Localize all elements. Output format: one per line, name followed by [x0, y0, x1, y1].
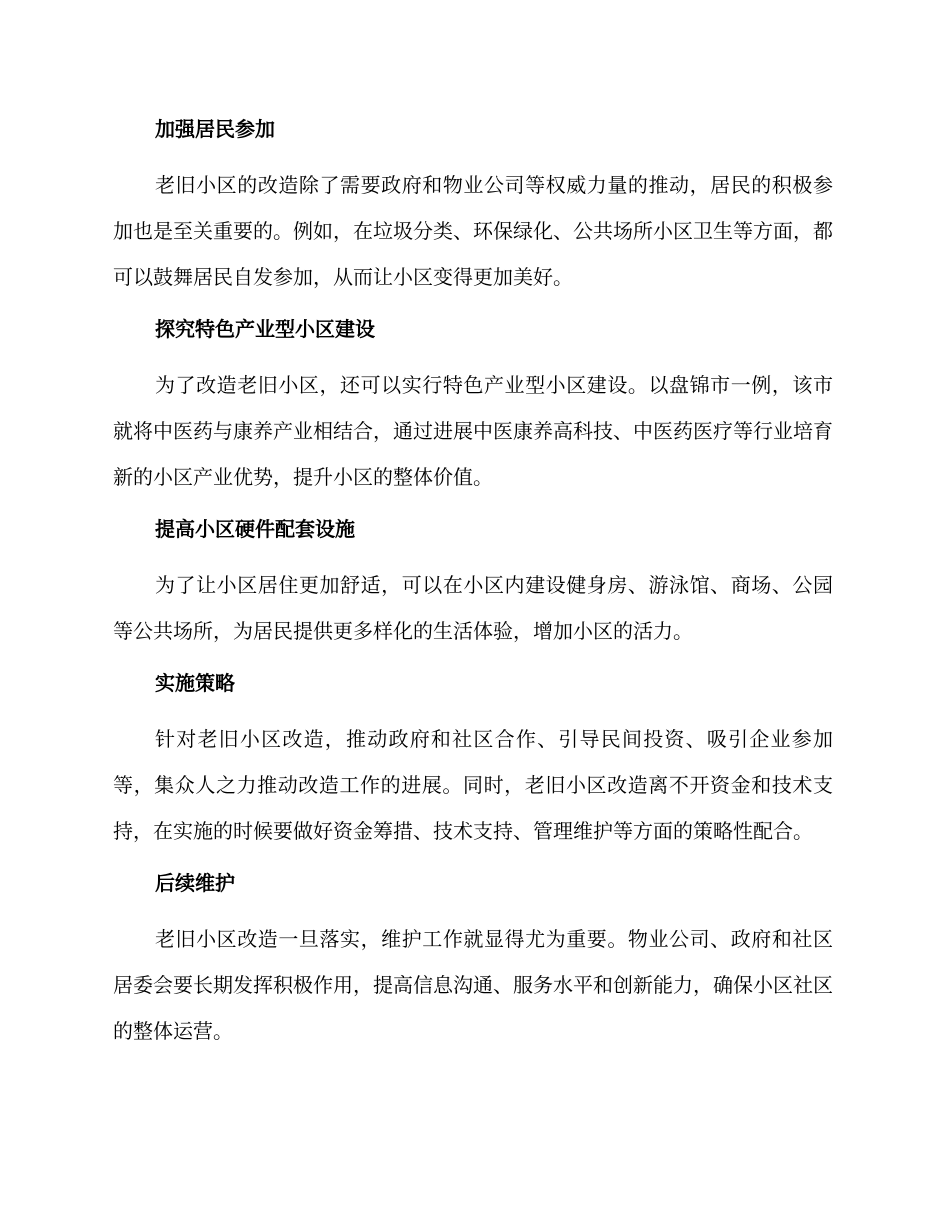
section-body-maintenance: 老旧小区改造一旦落实，维护工作就显得尤为重要。物业公司、政府和社区居委会要长期发挥积极作用，提高信息沟通、服务水平和创新能力，确保小区社区的整体运营。	[113, 927, 833, 1043]
document-content	[113, 112, 833, 1066]
section-heading-maintenance: 后续维护	[155, 871, 235, 895]
section-heading-industry-community: 探究特色产业型小区建设	[155, 317, 375, 341]
section-heading-facilities: 提高小区硬件配套设施	[155, 517, 355, 541]
section-body-resident-participation: 老旧小区的改造除了需要政府和物业公司等权威力量的推动，居民的积极参加也是至关重要的。例如，在垃圾分类、环保绿化、公共场所小区卫生等方面，都可以鼓舞居民自发参加，从而让小区变得更加美好。	[113, 173, 833, 289]
section-heading-resident-participation: 加强居民参加	[155, 117, 275, 141]
section-heading-strategy: 实施策略	[155, 671, 235, 695]
section-body-strategy: 针对老旧小区改造，推动政府和社区合作、引导民间投资、吸引企业参加等，集众人之力推动改造工作的进展。同时，老旧小区改造离不开资金和技术支持，在实施的时候要做好资金筹措、技术支持、管理维护等方面的策略性配合。	[113, 727, 833, 843]
section-body-industry-community: 为了改造老旧小区，还可以实行特色产业型小区建设。以盘锦市一例，该市就将中医药与康养产业相结合，通过进展中医康养高科技、中医药医疗等行业培育新的小区产业优势，提升小区的整体价值。	[113, 373, 833, 489]
section-body-facilities: 为了让小区居住更加舒适，可以在小区内建设健身房、游泳馆、商场、公园等公共场所，为居民提供更多样化的生活体验，增加小区的活力。	[113, 573, 833, 643]
